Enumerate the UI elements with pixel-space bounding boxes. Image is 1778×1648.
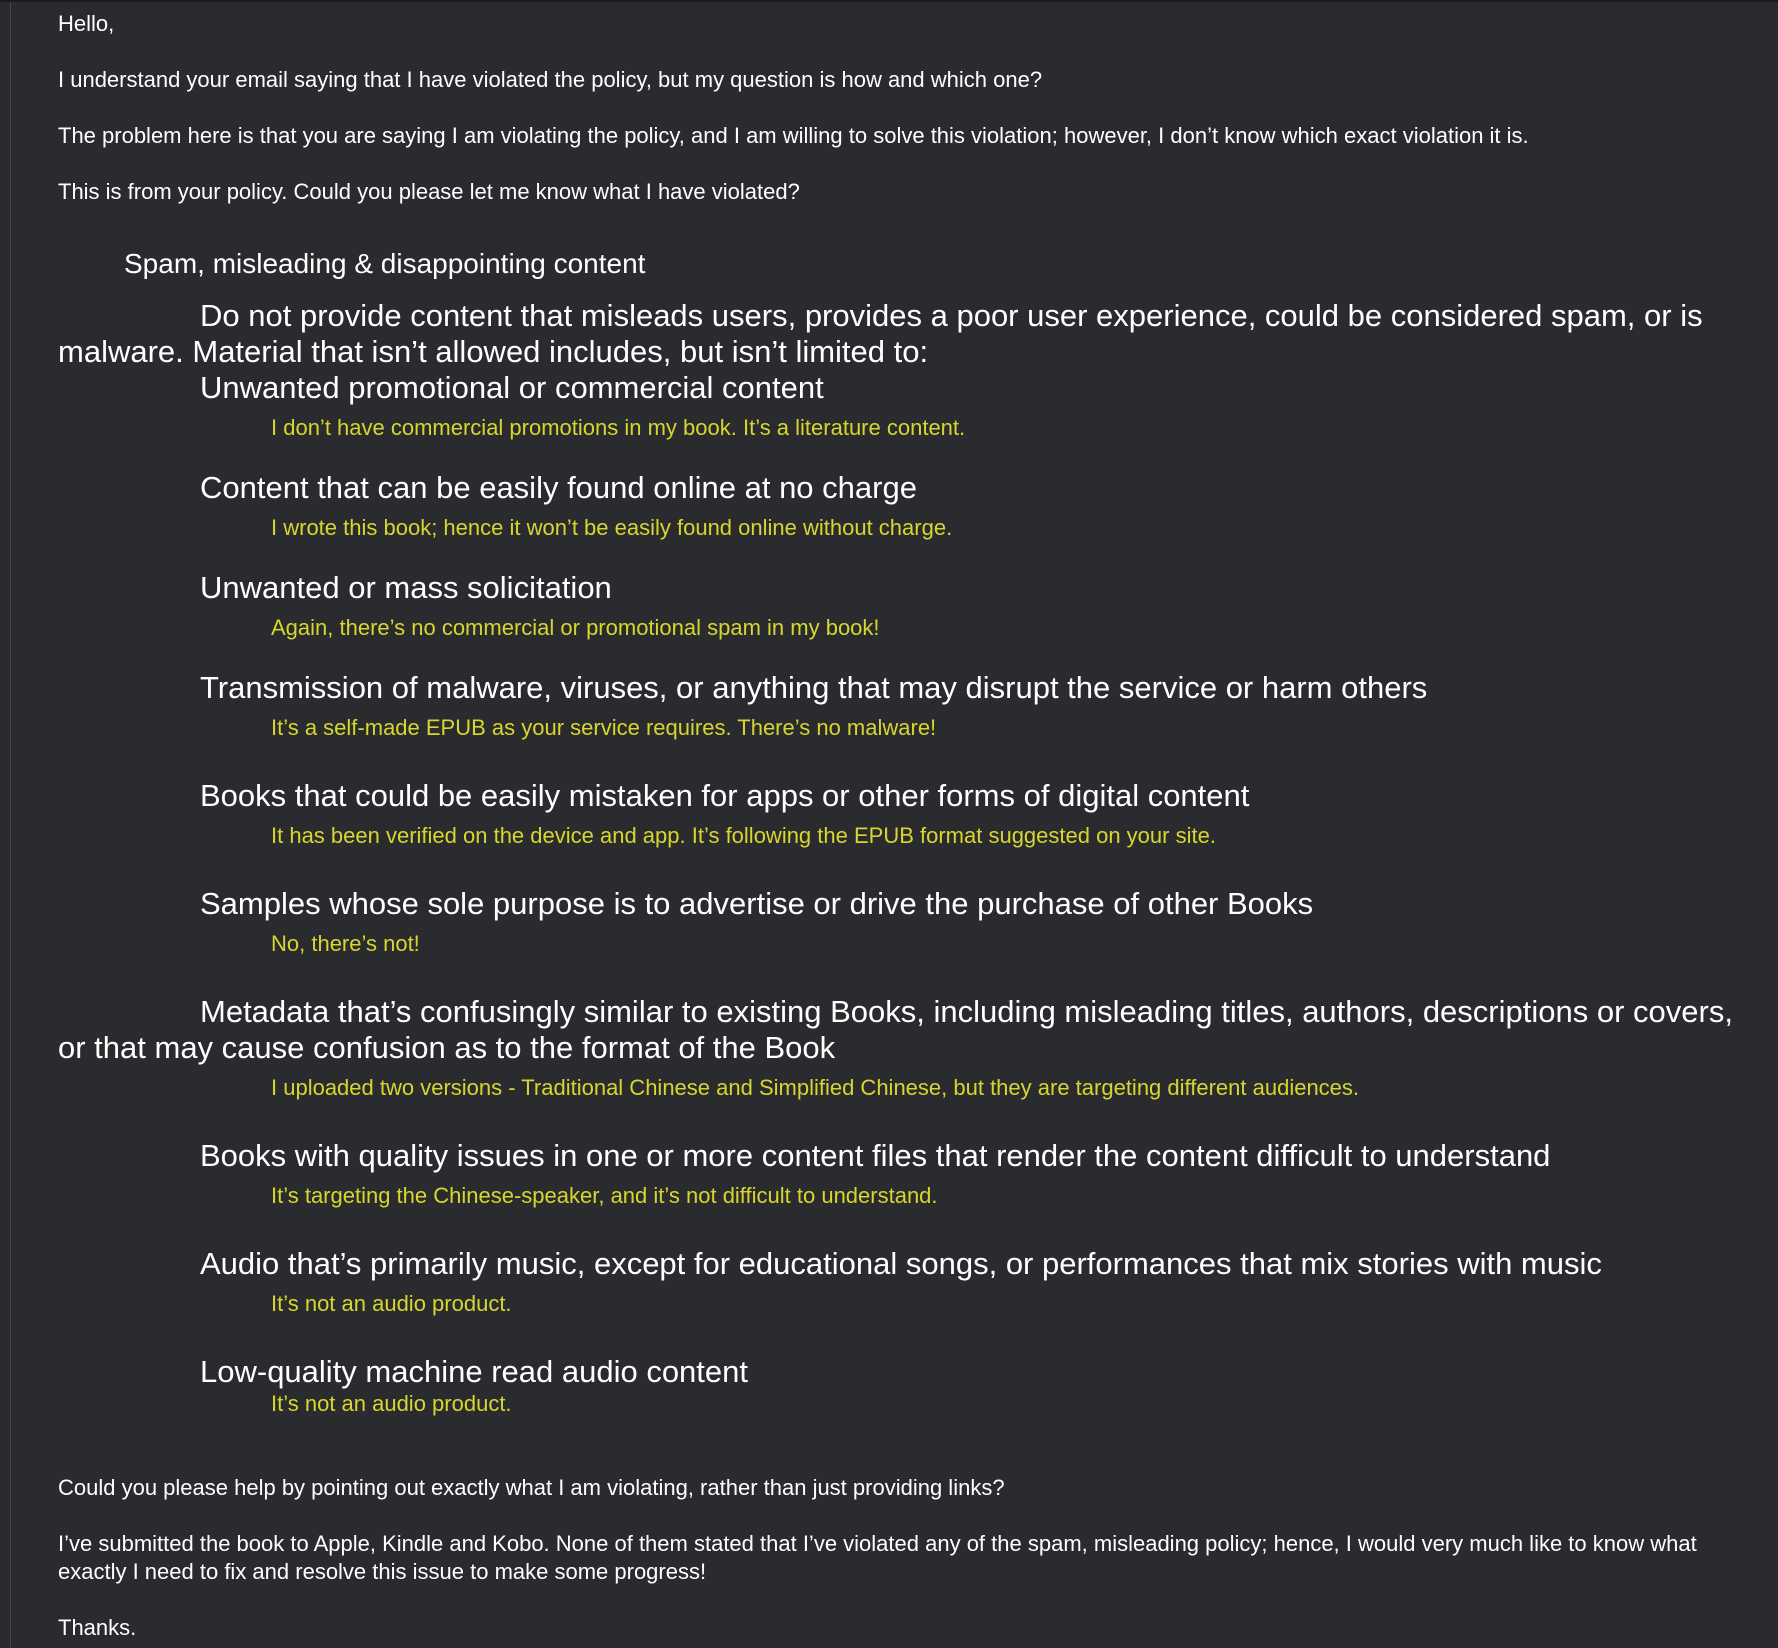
reply-solicitation: Again, there’s no commercial or promotional spam in my book!: [271, 615, 880, 640]
greeting: Hello,: [58, 11, 115, 36]
reply-quality: It’s targeting the Chinese-speaker, and it’s not difficult to understand.: [271, 1183, 938, 1208]
paragraph-problem: The problem here is that you are saying I am violating the policy, and I am willing to solve this violation; however, I don’t know which exact violation it is.: [58, 123, 1529, 148]
policy-rule-mistaken-apps: Books that could be easily mistaken for apps or other forms of digital content: [200, 778, 1250, 813]
reply-samples: No, there’s not!: [271, 931, 420, 956]
paragraph-other-stores: I’ve submitted the book to Apple, Kindle and Kobo. None of them stated that I’ve violated any of the spam, misleading policy; hence, I would very much like to know what exactly I need to fix and resolve this issue to make some progress!: [58, 1531, 1697, 1584]
reply-promotional: I don’t have commercial promotions in my book. It’s a literature content.: [271, 415, 966, 440]
policy-rule-metadata: Metadata that’s confusingly similar to existing Books, including misleading titles, authors, descriptions or covers, or that may cause confusion as to the format of the Book: [58, 994, 1733, 1065]
reply-malware: It’s a self-made EPUB as your service requires. There’s no malware!: [271, 715, 937, 740]
paragraph-policy-reference: This is from your policy. Could you please let me know what I have violated?: [58, 179, 800, 204]
policy-rule-malware: Transmission of malware, viruses, or anything that may disrupt the service or harm others: [200, 670, 1428, 705]
paragraph-understanding: I understand your email saying that I have violated the policy, but my question is how and which one?: [58, 67, 1043, 92]
policy-rule-free-content: Content that can be easily found online at no charge: [200, 470, 917, 505]
quote-divider: [10, 2, 11, 1648]
reply-machine-audio: It’s not an audio product.: [271, 1391, 512, 1416]
signoff: Thanks.: [58, 1615, 137, 1640]
policy-intro: Do not provide content that misleads users, provides a poor user experience, could be considered spam, or is malware. Material that isn’t allowed includes, but isn’t limited to:: [58, 298, 1703, 369]
paragraph-request-help: Could you please help by pointing out exactly what I am violating, rather than just providing links?: [58, 1475, 1005, 1500]
policy-rule-samples: Samples whose sole purpose is to advertise or drive the purchase of other Books: [200, 886, 1314, 921]
policy-rule-machine-audio: Low-quality machine read audio content: [200, 1354, 749, 1389]
reply-free-content: I wrote this book; hence it won’t be easily found online without charge.: [271, 515, 953, 540]
reply-metadata: I uploaded two versions - Traditional Chinese and Simplified Chinese, but they are targeting different audiences.: [271, 1075, 1360, 1100]
policy-rule-audio-music: Audio that’s primarily music, except for educational songs, or performances that mix stories with music: [200, 1246, 1602, 1281]
policy-rule-promotional: Unwanted promotional or commercial content: [200, 370, 824, 405]
policy-rule-quality: Books with quality issues in one or more content files that render the content difficult to understand: [200, 1138, 1551, 1173]
reply-mistaken-apps: It has been verified on the device and app. It’s following the EPUB format suggested on your site.: [271, 823, 1216, 848]
policy-rule-solicitation: Unwanted or mass solicitation: [200, 570, 612, 605]
policy-title: Spam, misleading & disappointing content: [124, 248, 646, 279]
reply-audio-music: It’s not an audio product.: [271, 1291, 512, 1316]
